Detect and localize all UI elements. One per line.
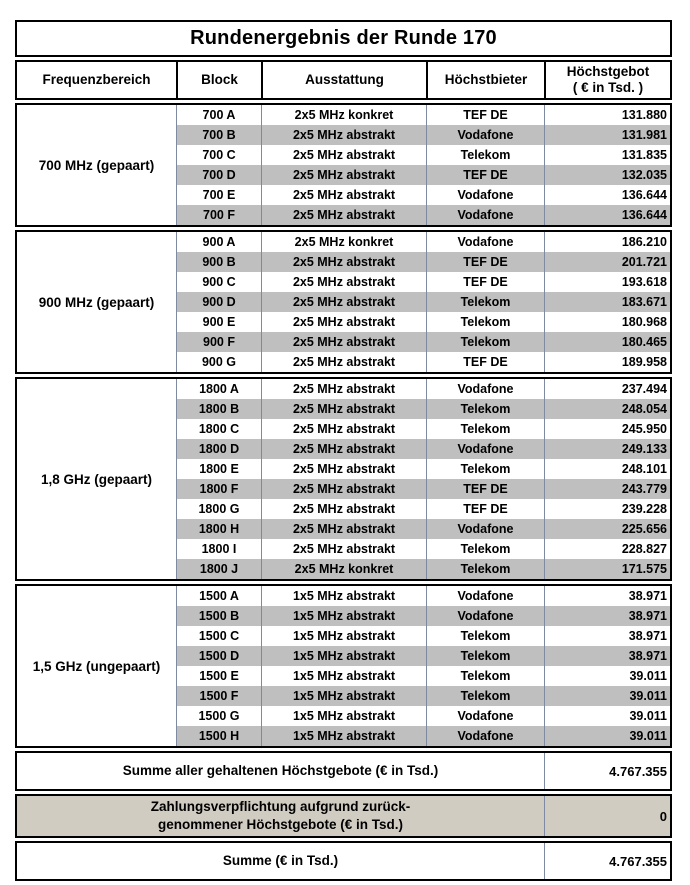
equipment-cell: 2x5 MHz abstrakt (261, 185, 426, 205)
bid-cell: 189.958 (544, 352, 670, 372)
bid-cell: 183.671 (544, 292, 670, 312)
block-cell: 1500 B (176, 606, 261, 626)
band-label: 900 MHz (gepaart) (17, 232, 176, 372)
block-cell: 1500 H (176, 726, 261, 746)
equipment-cell: 2x5 MHz konkret (261, 105, 426, 125)
equipment-cell: 1x5 MHz abstrakt (261, 646, 426, 666)
block-cell: 1800 H (176, 519, 261, 539)
summary-payment-obligation-value: 0 (544, 796, 670, 836)
bid-cell: 39.011 (544, 726, 670, 746)
summary-row-payment-obligation (15, 794, 672, 838)
block-cell: 1800 E (176, 459, 261, 479)
block-cell: 900 D (176, 292, 261, 312)
bidder-cell: Vodafone (426, 232, 544, 252)
bidder-cell: Vodafone (426, 726, 544, 746)
summary-total-value: 4.767.355 (544, 843, 670, 879)
block-cell: 1800 B (176, 399, 261, 419)
block-cell: 1500 G (176, 706, 261, 726)
bidder-cell: Telekom (426, 559, 544, 579)
equipment-cell: 2x5 MHz abstrakt (261, 439, 426, 459)
summary-total-label: Summe (€ in Tsd.) (222, 853, 339, 869)
bidder-cell: Vodafone (426, 185, 544, 205)
bid-cell: 171.575 (544, 559, 670, 579)
equipment-cell: 1x5 MHz abstrakt (261, 606, 426, 626)
bid-cell: 136.644 (544, 185, 670, 205)
band-label: 1,5 GHz (ungepaart) (17, 586, 176, 746)
block-cell: 1500 C (176, 626, 261, 646)
block-cell: 1800 A (176, 379, 261, 399)
summary-held-bids-label: Summe aller gehaltenen Höchstgebote (€ in Tsd.) (122, 763, 439, 779)
bid-cell: 39.011 (544, 666, 670, 686)
equipment-cell: 1x5 MHz abstrakt (261, 626, 426, 646)
equipment-cell: 1x5 MHz abstrakt (261, 666, 426, 686)
equipment-cell: 2x5 MHz konkret (261, 232, 426, 252)
bidder-cell: Vodafone (426, 586, 544, 606)
bid-cell: 180.968 (544, 312, 670, 332)
equipment-cell: 2x5 MHz abstrakt (261, 205, 426, 225)
bidder-cell: TEF DE (426, 479, 544, 499)
block-cell: 1800 J (176, 559, 261, 579)
equipment-cell: 2x5 MHz abstrakt (261, 519, 426, 539)
equipment-cell: 1x5 MHz abstrakt (261, 686, 426, 706)
block-cell: 1500 A (176, 586, 261, 606)
bid-cell: 237.494 (544, 379, 670, 399)
column-header-block: Block (176, 62, 261, 98)
column-header-ausstattung: Ausstattung (261, 62, 426, 98)
bidder-cell: TEF DE (426, 499, 544, 519)
bidder-cell: Telekom (426, 459, 544, 479)
equipment-cell: 2x5 MHz abstrakt (261, 419, 426, 439)
title-bar (15, 20, 672, 57)
equipment-cell: 2x5 MHz abstrakt (261, 125, 426, 145)
band-section (15, 103, 672, 227)
bid-cell: 38.971 (544, 626, 670, 646)
band-section (15, 377, 672, 581)
equipment-cell: 2x5 MHz abstrakt (261, 379, 426, 399)
equipment-cell: 2x5 MHz abstrakt (261, 459, 426, 479)
block-cell: 900 B (176, 252, 261, 272)
equipment-cell: 2x5 MHz abstrakt (261, 272, 426, 292)
bidder-cell: Telekom (426, 332, 544, 352)
equipment-cell: 2x5 MHz abstrakt (261, 499, 426, 519)
bidder-cell: Telekom (426, 646, 544, 666)
bidder-cell: Telekom (426, 145, 544, 165)
bidder-cell: Vodafone (426, 439, 544, 459)
block-cell: 1500 F (176, 686, 261, 706)
bid-cell: 225.656 (544, 519, 670, 539)
bidder-cell: Telekom (426, 399, 544, 419)
bidder-cell: Vodafone (426, 606, 544, 626)
bid-cell: 248.101 (544, 459, 670, 479)
bid-cell: 193.618 (544, 272, 670, 292)
block-cell: 700 B (176, 125, 261, 145)
band-sections (15, 103, 672, 748)
bid-cell: 131.835 (544, 145, 670, 165)
equipment-cell: 2x5 MHz abstrakt (261, 479, 426, 499)
bid-cell: 39.011 (544, 706, 670, 726)
block-cell: 1500 D (176, 646, 261, 666)
bid-cell: 38.971 (544, 606, 670, 626)
band-section (15, 584, 672, 748)
equipment-cell: 2x5 MHz abstrakt (261, 292, 426, 312)
bidder-cell: Telekom (426, 686, 544, 706)
band-label: 1,8 GHz (gepaart) (17, 379, 176, 579)
block-cell: 700 C (176, 145, 261, 165)
block-cell: 1800 C (176, 419, 261, 439)
equipment-cell: 1x5 MHz abstrakt (261, 586, 426, 606)
block-cell: 1800 F (176, 479, 261, 499)
bid-cell: 186.210 (544, 232, 670, 252)
block-cell: 900 E (176, 312, 261, 332)
summary-held-bids-value: 4.767.355 (544, 753, 670, 789)
equipment-cell: 2x5 MHz abstrakt (261, 332, 426, 352)
block-cell: 700 F (176, 205, 261, 225)
block-cell: 1800 D (176, 439, 261, 459)
summary-row-held-bids (15, 751, 672, 791)
block-cell: 700 E (176, 185, 261, 205)
equipment-cell: 2x5 MHz abstrakt (261, 399, 426, 419)
bidder-cell: TEF DE (426, 272, 544, 292)
band-section (15, 230, 672, 374)
block-cell: 1800 G (176, 499, 261, 519)
summary-payment-obligation-label-line2: genommener Höchstgebote (€ in Tsd.) (157, 817, 404, 832)
bid-cell: 239.228 (544, 499, 670, 519)
bidder-cell: Telekom (426, 666, 544, 686)
bid-cell: 248.054 (544, 399, 670, 419)
bid-cell: 39.011 (544, 686, 670, 706)
bid-cell: 228.827 (544, 539, 670, 559)
bidder-cell: TEF DE (426, 165, 544, 185)
bidder-cell: Telekom (426, 419, 544, 439)
equipment-cell: 2x5 MHz abstrakt (261, 252, 426, 272)
block-cell: 900 A (176, 232, 261, 252)
equipment-cell: 2x5 MHz abstrakt (261, 352, 426, 372)
equipment-cell: 2x5 MHz abstrakt (261, 145, 426, 165)
block-cell: 700 A (176, 105, 261, 125)
bidder-cell: Vodafone (426, 205, 544, 225)
block-cell: 1800 I (176, 539, 261, 559)
equipment-cell: 1x5 MHz abstrakt (261, 706, 426, 726)
bid-cell: 243.779 (544, 479, 670, 499)
bidder-cell: TEF DE (426, 252, 544, 272)
block-cell: 1500 E (176, 666, 261, 686)
bidder-cell: Telekom (426, 312, 544, 332)
block-cell: 900 F (176, 332, 261, 352)
bidder-cell: TEF DE (426, 352, 544, 372)
bid-cell: 136.644 (544, 205, 670, 225)
bid-cell: 249.133 (544, 439, 670, 459)
column-header-hoechstgebot-line1: Höchstgebot (566, 63, 650, 79)
column-header-row (15, 60, 672, 100)
column-header-frequenzbereich: Frequenzbereich (42, 71, 151, 87)
equipment-cell: 2x5 MHz konkret (261, 559, 426, 579)
bid-cell: 132.035 (544, 165, 670, 185)
block-cell: 900 C (176, 272, 261, 292)
bidder-cell: TEF DE (426, 105, 544, 125)
equipment-cell: 2x5 MHz abstrakt (261, 539, 426, 559)
equipment-cell: 1x5 MHz abstrakt (261, 726, 426, 746)
bid-cell: 180.465 (544, 332, 670, 352)
equipment-cell: 2x5 MHz abstrakt (261, 312, 426, 332)
bid-cell: 131.981 (544, 125, 670, 145)
bidder-cell: Telekom (426, 292, 544, 312)
bidder-cell: Vodafone (426, 125, 544, 145)
bidder-cell: Vodafone (426, 519, 544, 539)
results-table (15, 20, 672, 884)
bid-cell: 245.950 (544, 419, 670, 439)
block-cell: 900 G (176, 352, 261, 372)
bid-cell: 201.721 (544, 252, 670, 272)
bidder-cell: Telekom (426, 626, 544, 646)
equipment-cell: 2x5 MHz abstrakt (261, 165, 426, 185)
block-cell: 700 D (176, 165, 261, 185)
bid-cell: 38.971 (544, 586, 670, 606)
bidder-cell: Telekom (426, 539, 544, 559)
bid-cell: 131.880 (544, 105, 670, 125)
column-header-hoechstgebot-line2: ( € in Tsd. ) (572, 80, 644, 95)
column-header-hoechstbieter: Höchstbieter (426, 62, 544, 98)
bidder-cell: Vodafone (426, 379, 544, 399)
summary-row-total (15, 841, 672, 881)
band-label: 700 MHz (gepaart) (17, 105, 176, 225)
bid-cell: 38.971 (544, 646, 670, 666)
summary-payment-obligation-label-line1: Zahlungsverpflichtung aufgrund zurück- (150, 799, 411, 815)
bidder-cell: Vodafone (426, 706, 544, 726)
page-title: Rundenergebnis der Runde 170 (190, 27, 497, 49)
column-header-hoechstgebot (544, 62, 670, 98)
